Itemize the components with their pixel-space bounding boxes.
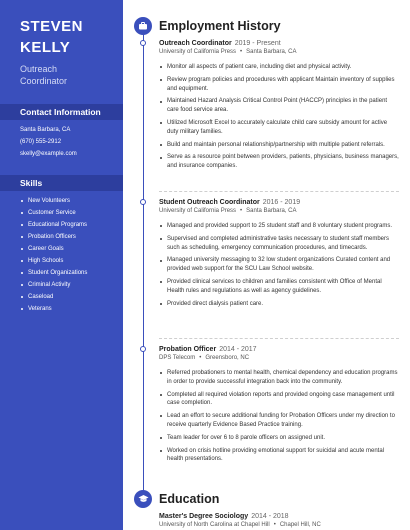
school-location: Chapel Hill, NC: [279, 522, 321, 528]
job-entry: [159, 345, 399, 468]
job-entry: [159, 198, 399, 312]
job-bullet: Referred probationers to mental health, chemical dependency and education programs in order to provide successful integration back into the community.: [159, 369, 399, 387]
separator-dot: •: [240, 49, 243, 55]
education-header: [159, 512, 399, 521]
education-school-line: [159, 521, 399, 530]
skill-item: Criminal Activity: [20, 279, 87, 291]
education-heading: Education: [159, 492, 220, 506]
timeline-dot: [140, 346, 146, 352]
job-bullets: [159, 63, 399, 171]
timeline-dot: [140, 199, 146, 205]
separator-dot: •: [199, 355, 202, 361]
job-bullet: Worked on crisis hotline providing emotional support for suicidal and acute mental health presentations.: [159, 447, 399, 465]
skill-item: Veterans: [20, 303, 87, 315]
graduation-cap-icon: [134, 490, 152, 508]
job-bullets: [159, 222, 399, 308]
job-employer: University of California Press: [159, 49, 237, 55]
candidate-title-line2: Coordinator: [20, 76, 68, 86]
school-name: University of North Carolina at Chapel Hill: [159, 522, 270, 528]
job-location: Santa Barbara, CA: [246, 49, 297, 55]
job-entry: [159, 39, 399, 175]
job-location: Greensboro, NC: [205, 355, 250, 361]
job-employer-line: [159, 48, 399, 57]
skills-heading-band: [0, 175, 123, 191]
timeline-dot: [140, 40, 146, 46]
job-bullet: Review program policies and procedures with applicant Maintain inventory of supplies and equipment.: [159, 76, 399, 94]
contact-heading-band: [0, 104, 123, 120]
job-bullet: Utilized Microsoft Excel to accurately calculate child care subsidy amount for active duty military families.: [159, 119, 399, 137]
skill-item: Student Organizations: [20, 267, 87, 279]
job-header: [159, 345, 399, 354]
separator-dot: •: [240, 208, 243, 214]
job-employer: University of California Press: [159, 208, 237, 214]
contact-heading: Contact Information: [20, 107, 101, 117]
job-bullets: [159, 369, 399, 464]
last-name: KELLY: [20, 39, 71, 56]
job-bullet: Completed all required violation reports and provided ongoing case management until case completion.: [159, 391, 399, 409]
job-header: [159, 39, 399, 48]
timeline-line: [143, 30, 144, 500]
job-bullet: Maintained Hazard Analysis Critical Control Point (HACCP) principles in the patient care food service area.: [159, 97, 399, 115]
section-divider: [159, 338, 399, 339]
job-title: Student Outreach Coordinator: [159, 199, 260, 206]
skill-item: Customer Service: [20, 207, 87, 219]
job-dates: 2019 - Present: [234, 40, 281, 47]
briefcase-icon: [134, 17, 152, 35]
job-dates: 2014 - 2017: [219, 346, 257, 353]
contact-location: Santa Barbara, CA: [20, 127, 71, 133]
section-divider: [159, 191, 399, 192]
skill-item: Educational Programs: [20, 219, 87, 231]
skill-item: High Schools: [20, 255, 87, 267]
job-location: Santa Barbara, CA: [246, 208, 297, 214]
contact-phone: (670) 555-2912: [20, 139, 62, 145]
skills-heading: Skills: [20, 178, 43, 188]
candidate-title: [20, 63, 67, 87]
job-employer: DPS Telecom: [159, 355, 196, 361]
job-bullet: Provided clinical services to children and families consistent with Office of Mental Health rules and regulations as well as agency guidelines.: [159, 278, 399, 296]
skill-item: Caseload: [20, 291, 87, 303]
education-entry: [159, 512, 399, 530]
job-bullet: Managed and provided support to 25 student staff and 8 voluntary student programs.: [159, 222, 399, 231]
job-dates: 2016 - 2019: [262, 199, 301, 206]
job-bullet: Build and maintain personal relationship/partnership with multiple patient referrals.: [159, 141, 399, 150]
education-dates: 2014 - 2018: [251, 513, 289, 520]
skill-item: New Volunteers: [20, 195, 87, 207]
candidate-name: [20, 16, 83, 58]
job-title: Probation Officer: [159, 346, 217, 353]
skill-item: Probation Officers: [20, 231, 87, 243]
job-employer-line: [159, 354, 399, 363]
job-bullet: Monitor all aspects of patient care, including diet and physical activity.: [159, 63, 399, 72]
employment-heading: Employment History: [159, 19, 281, 33]
job-bullet: Supervised and completed administrative tasks necessary to student staff members such as scheduling, emergency communication procedures, and timecards.: [159, 235, 399, 253]
job-bullet: Team leader for over 6 to 8 parole officers on assigned unit.: [159, 434, 399, 443]
skills-list: [20, 195, 87, 315]
job-bullet: Lead an effort to secure additional funding for Probation Officers under my direction to receive quarterly Evidence Based Practice training.: [159, 412, 399, 430]
job-employer-line: [159, 207, 399, 216]
candidate-title-line1: Outreach: [20, 64, 58, 74]
degree-title: Master's Degree Sociology: [159, 513, 249, 520]
job-bullet: Provided direct dialysis patient care.: [159, 300, 399, 309]
job-header: [159, 198, 399, 207]
skill-item: Career Goals: [20, 243, 87, 255]
separator-dot: •: [273, 522, 276, 528]
contact-email[interactable]: skelly@example.com: [20, 151, 77, 157]
job-bullet: Serve as a resource point between providers, patients, physicians, business managers, and insurance companies.: [159, 153, 399, 171]
first-name: STEVEN: [20, 18, 84, 35]
job-title: Outreach Coordinator: [159, 40, 232, 47]
sidebar: [0, 0, 123, 530]
job-bullet: Managed university messaging to 32 low student organizations Curated content and provided web support for the SCU Law School website.: [159, 256, 399, 274]
